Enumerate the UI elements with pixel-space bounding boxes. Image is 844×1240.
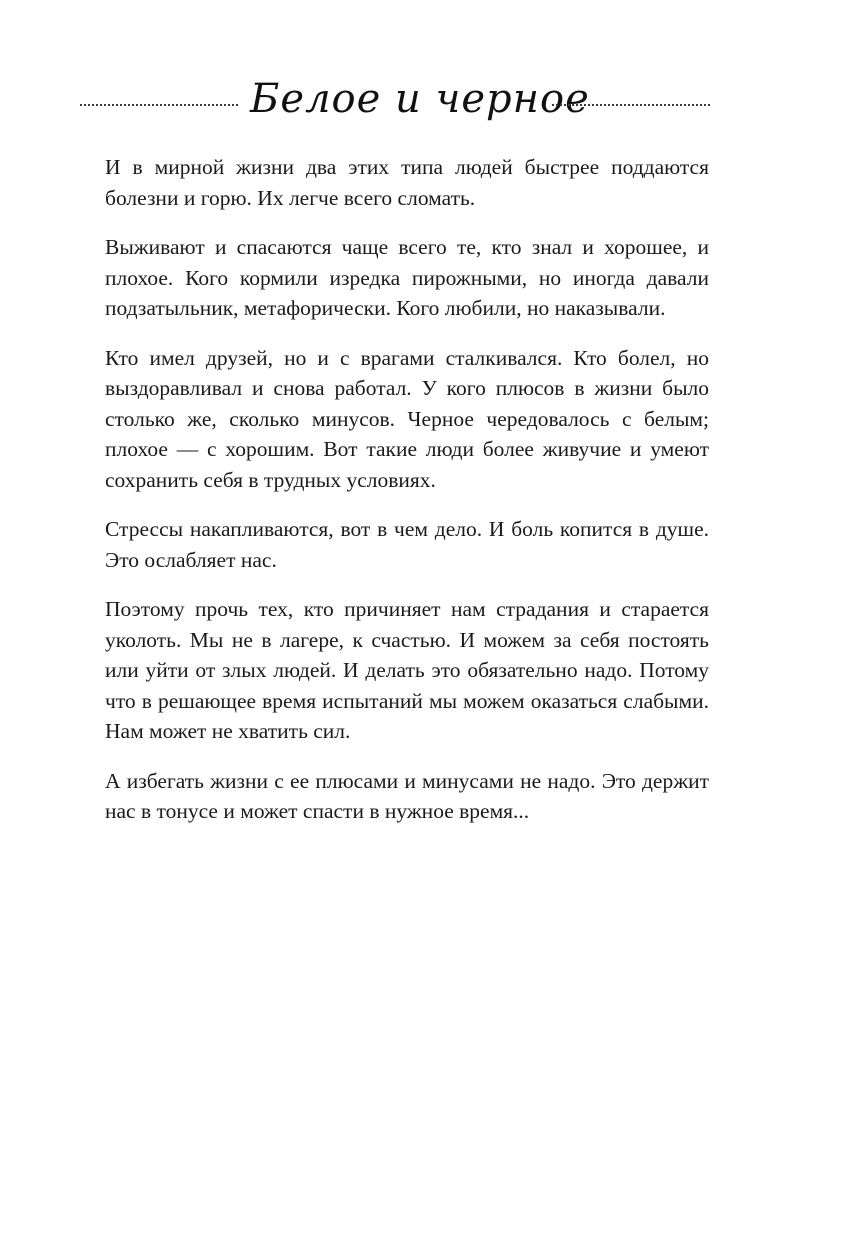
dotted-rule-right [552, 104, 710, 106]
paragraph: Выживают и спасаются чаще всего те, кто знал и хорошее, и плохое. Кого кормили изредка пирожными, но иногда давали подзатыльник, метафорически. Кого любили, но наказывали. [105, 235, 709, 320]
chapter-header [80, 70, 710, 140]
body-text [105, 152, 709, 827]
dotted-rule-left [80, 104, 238, 106]
paragraph: И в мирной жизни два этих типа людей быстрее поддаются болезни и горю. Их легче всего сломать. [105, 155, 709, 210]
paragraph: Стрессы накапливаются, вот в чем дело. И боль копится в душе. Это ослабляет нас. [105, 517, 709, 572]
paragraph: А избегать жизни с ее плюсами и минусами не надо. Это держит нас в тонусе и может спасти в нужное время... [105, 768, 709, 823]
paragraph: Кто имел друзей, но и с врагами сталкивался. Кто болел, но выздоравливал и снова работал. У кого плюсов в жизни было столько же, сколько минусов. Черное чередовалось с белым; плохое — с хорошим. Вот такие люди более живучие и умеют сохранить себя в трудных условиях. [105, 345, 709, 492]
chapter-title: Белое и черное [250, 76, 590, 122]
paragraph: Поэтому прочь тех, кто причиняет нам страдания и старается уколоть. Мы не в лагере, к счастью. И можем за себя постоять или уйти от злых людей. И делать это обязательно надо. Потому что в решающее время испытаний мы можем оказаться слабыми. Нам может не хватить сил. [105, 597, 709, 743]
